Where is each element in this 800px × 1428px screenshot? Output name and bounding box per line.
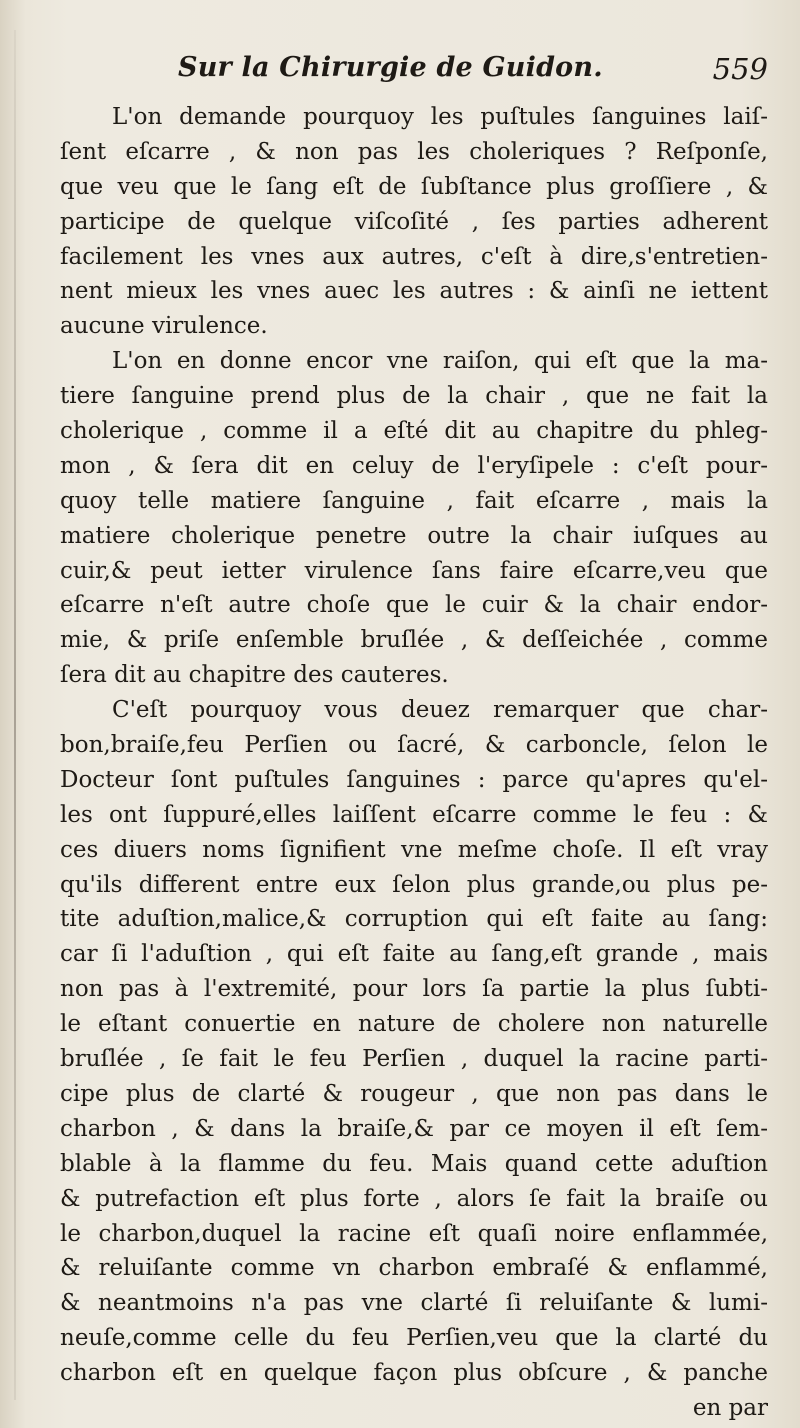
text-line: ſent eſcarre , & non pas les choleriques ? Reſponſe,: [60, 138, 768, 165]
text-line: matiere cholerique penetre outre la chair iuſques au: [60, 522, 768, 549]
text-line: C'eſt pourquoy vous deuez remarquer que char-: [112, 697, 768, 724]
text-line: charbon , & dans la braiſe,& par ce moyen il eſt ſem-: [60, 1115, 768, 1142]
text-line: le charbon,duquel la racine eſt quaſi noire enflammée,: [60, 1220, 768, 1247]
text-line: tiere ſanguine prend plus de la chair , que ne fait la: [60, 383, 768, 410]
text-line: mie, & priſe enſemble bruſlée , & deſſeichée , comme: [60, 627, 768, 654]
running-head: [60, 50, 768, 94]
page-number: 559: [712, 52, 768, 86]
text-line: tite aduſtion,malice,& corruption qui eſt faite au ſang:: [60, 906, 768, 933]
text-line: non pas à l'extremité, pour lors ſa partie la plus ſubti-: [60, 976, 768, 1003]
text-line: aucune virulence.: [60, 313, 268, 340]
text-line: qu'ils different entre eux ſelon plus grande,ou plus pe-: [60, 871, 768, 898]
text-line: charbon eſt en quelque façon plus obſcure , & panche: [60, 1360, 768, 1387]
text-line: bon,braiſe,feu Perſien ou ſacré, & carboncle, ſelon le: [60, 732, 768, 759]
text-line: L'on en donne encor vne raiſon, qui eſt que la ma-: [112, 348, 768, 375]
text-line: cipe plus de clarté & rougeur , que non pas dans le: [60, 1080, 768, 1107]
text-line: eſcarre n'eſt autre choſe que le cuir & la chair endor-: [60, 592, 768, 619]
text-line: bruſlée , ſe fait le feu Perſien , duquel la racine parti-: [60, 1046, 768, 1073]
text-line: car ſi l'aduſtion , qui eſt faite au ſang,eſt grande , mais: [60, 941, 768, 968]
text-line: participe de quelque viſcoſité , ſes parties adherent: [60, 208, 768, 235]
text-line: L'on demande pourquoy les puſtules ſanguines laiſ-: [112, 104, 768, 130]
text-line: blable à la flamme du feu. Mais quand cette aduſtion: [60, 1150, 768, 1177]
text-line: facilement les vnes aux autres, c'eſt à dire,s'entretien-: [60, 243, 768, 270]
binding-gutter-shadow: [14, 30, 16, 1400]
text-line: ces diuers noms ſignifient vne meſme choſe. Il eſt vray: [60, 836, 768, 863]
text-line: & putrefaction eſt plus forte , alors ſe fait la braiſe ou: [60, 1185, 768, 1212]
text-line: & reluiſante comme vn charbon embraſé & enflammé,: [60, 1255, 768, 1282]
body-text: [60, 100, 768, 1426]
text-line: les ont ſuppuré,elles laiſſent eſcarre comme le feu : &: [60, 801, 768, 828]
text-line: quoy telle matiere ſanguine , fait eſcarre , mais la: [60, 487, 768, 514]
text-line: & neantmoins n'a pas vne clarté ſi reluiſante & lumi-: [60, 1290, 768, 1317]
running-title: Sur la Chirurgie de Guidon.: [178, 52, 603, 83]
text-line: neuſe,comme celle du feu Perſien,veu que la clarté du: [60, 1325, 768, 1352]
text-line: cholerique , comme il a eſté dit au chapitre du phleg-: [60, 418, 768, 445]
text-line: nent mieux les vnes auec les autres : & ainſi ne iettent: [60, 278, 768, 305]
catchword: en par: [692, 1394, 768, 1421]
text-line: Docteur ſont puſtules ſanguines : parce qu'apres qu'el-: [60, 766, 768, 793]
text-line: cuir,& peut ietter virulence ſans faire eſcarre,veu que: [60, 557, 768, 584]
text-line: ſera dit au chapitre des cauteres.: [60, 662, 449, 689]
text-line: que veu que le ſang eſt de ſubſtance plus groſſiere , &: [60, 173, 768, 200]
text-line: mon , & ſera dit en celuy de l'eryſipele : c'eſt pour-: [60, 452, 768, 479]
text-line: le eſtant conuertie en nature de cholere non naturelle: [60, 1011, 768, 1038]
